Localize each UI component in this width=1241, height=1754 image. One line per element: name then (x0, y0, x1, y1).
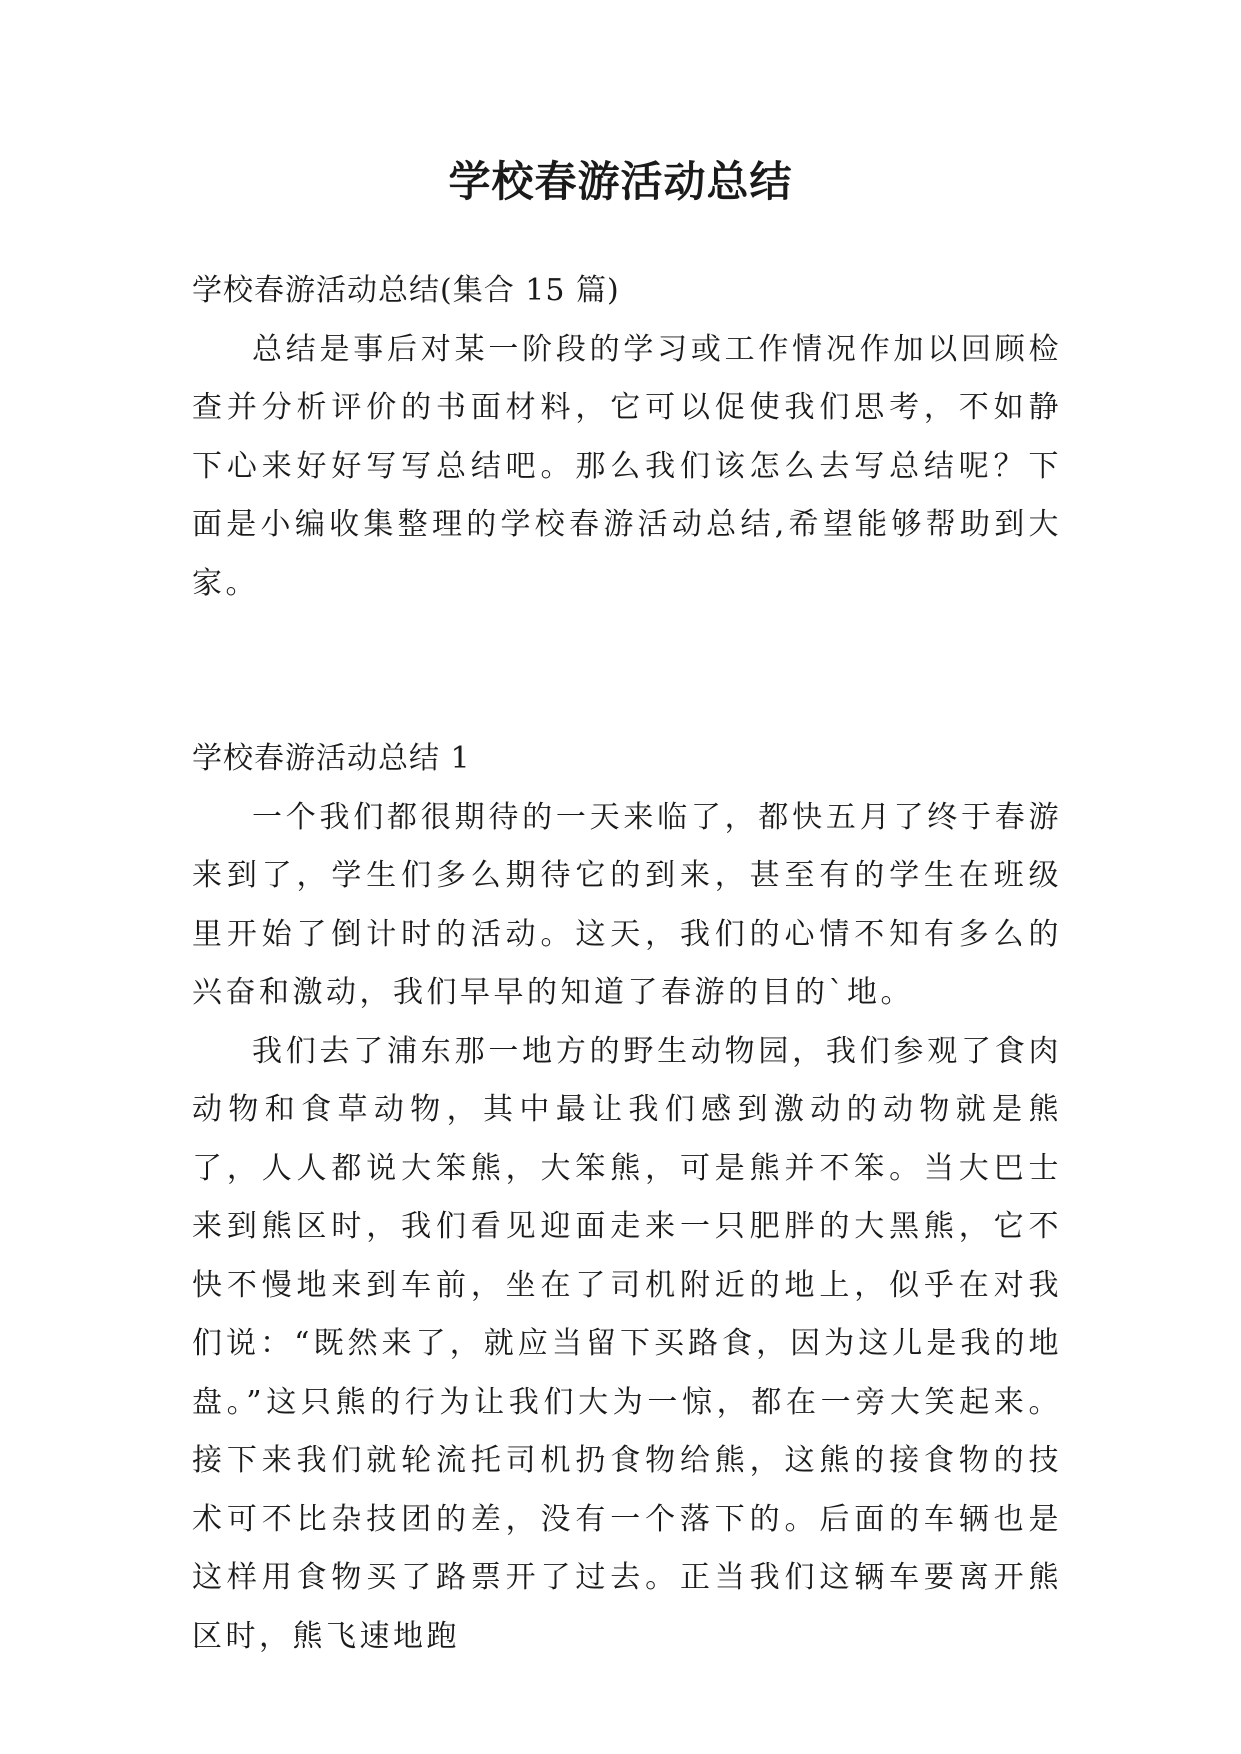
section-paragraph-2: 我们去了浦东那一地方的野生动物园，我们参观了食肉动物和食草动物，其中最让我们感到激动的动物就是熊了，人人都说大笨熊，大笨熊，可是熊并不笨。当大巴士来到熊区时，我们看见迎面走来一只肥胖的大黑熊，它不快不慢地来到车前，坐在了司机附近的地上，似乎在对我们说：“既然来了，就应当留下买路食，因为这儿是我的地盘。”这只熊的行为让我们大为一惊，都在一旁大笑起来。接下来我们就轮流托司机扔食物给熊，这熊的接食物的技术可不比杂技团的差，没有一个落下的。后面的车辆也是这样用食物买了路票开了过去。正当我们这辆车要离开熊区时，熊飞速地跑 (192, 1033, 1062, 1654)
document-subtitle: 学校春游活动总结(集合 15 篇) (192, 273, 620, 308)
section-heading: 学校春游活动总结 1 (192, 741, 471, 776)
document-title: 学校春游活动总结 (448, 157, 793, 206)
intro-paragraph: 总结是事后对某一阶段的学习或工作情况作加以回顾检查并分析评价的书面材料，它可以促使我们思考，不如静下心来好好写写总结吧。那么我们该怎么去写总结呢？下面是小编收集整理的学校春游活动总结,希望能够帮助到大家。 (192, 331, 1062, 601)
document-body (192, 262, 1062, 1666)
section-paragraph-1: 一个我们都很期待的一天来临了，都快五月了终于春游来到了，学生们多么期待它的到来，甚至有的学生在班级里开始了倒计时的活动。这天，我们的心情不知有多么的兴奋和激动，我们早早的知道了春游的目的`地。 (192, 799, 1062, 1010)
section-spacer (192, 613, 1062, 730)
